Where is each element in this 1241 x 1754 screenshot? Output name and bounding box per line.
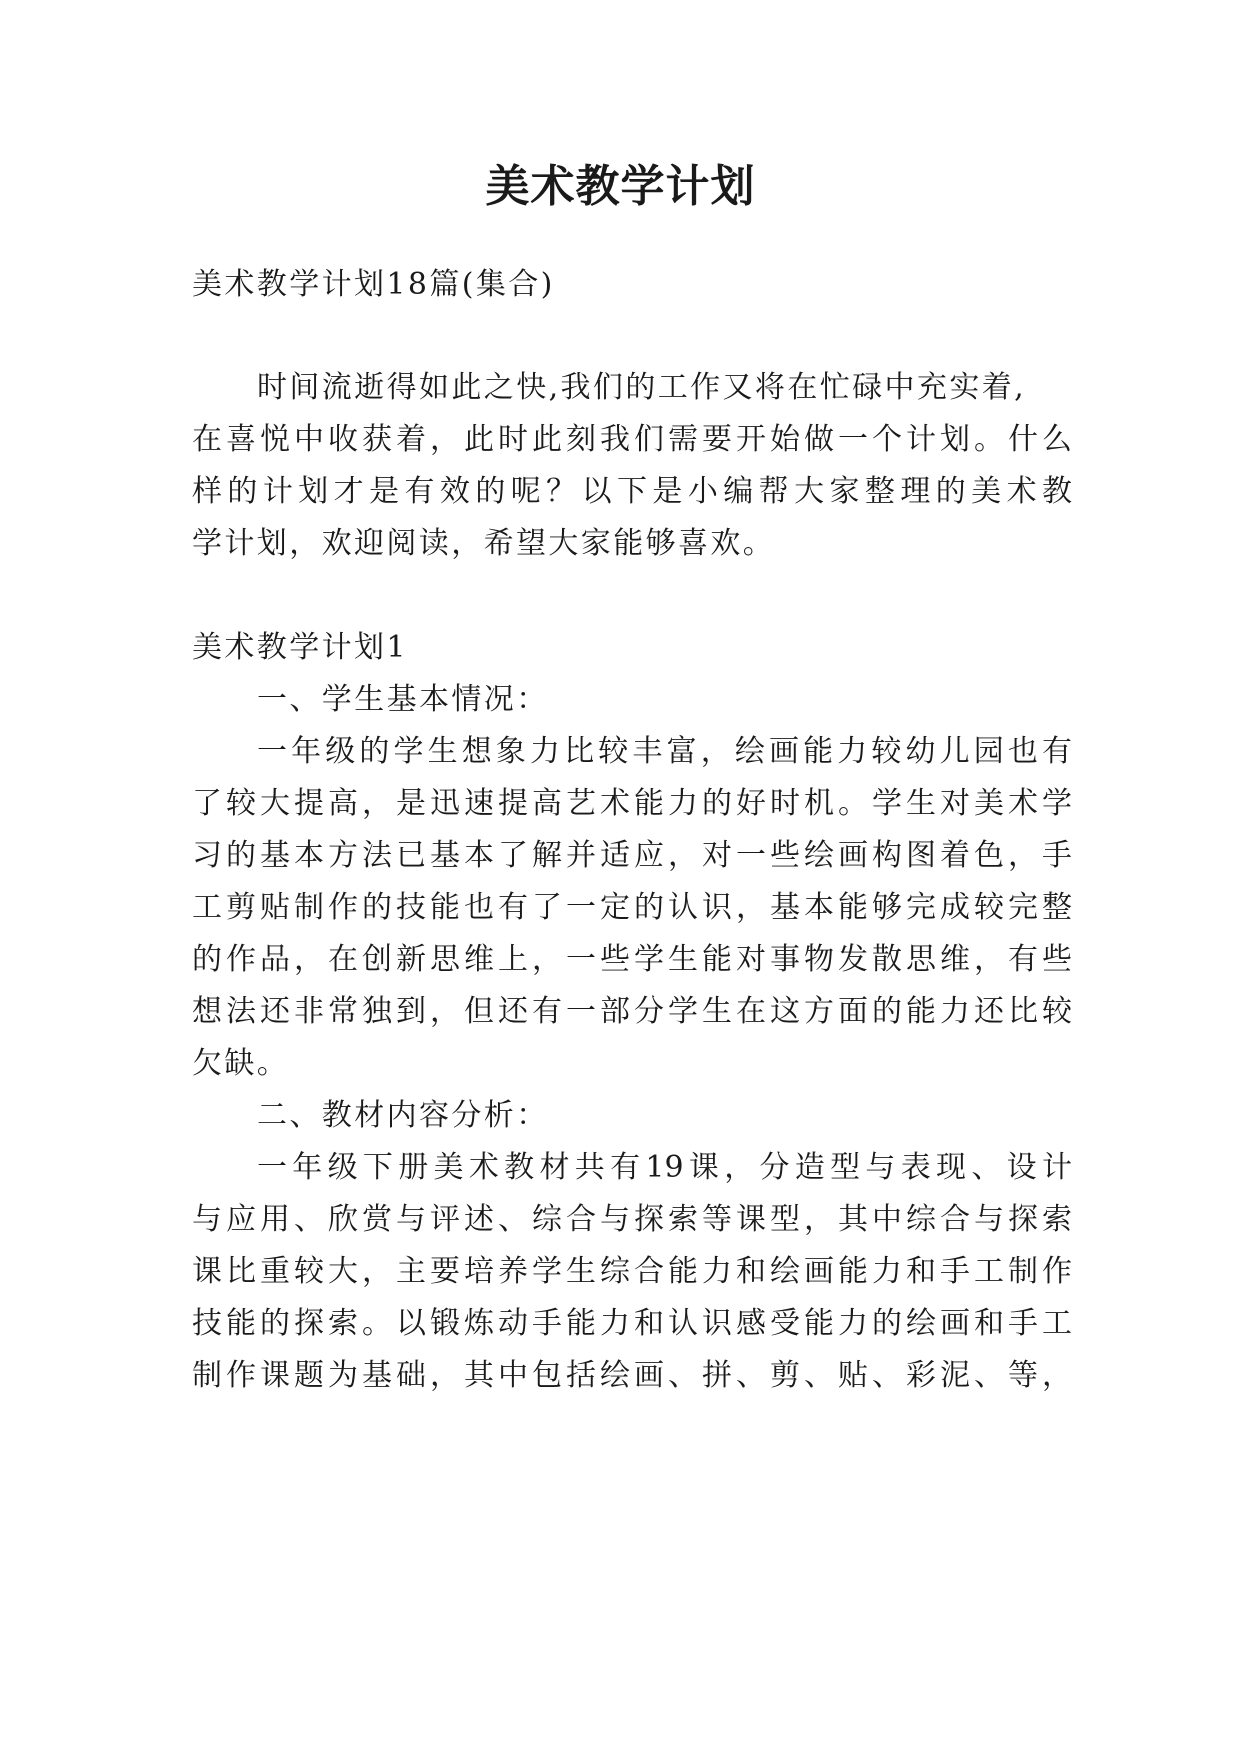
- part1-line: 习的基本方法已基本了解并适应，对一些绘画构图着色，手: [192, 838, 1072, 873]
- part2-line: 与应用、欣赏与评述、综合与探索等课型，其中综合与探索: [192, 1202, 1072, 1237]
- document-title: 美术教学计划: [485, 161, 756, 212]
- part1-heading: 一、学生基本情况：: [257, 682, 549, 717]
- part1-line: 的作品，在创新思维上，一些学生能对事物发散思维，有些: [192, 942, 1072, 977]
- intro-line: 时间流逝得如此之快,我们的工作又将在忙碌中充实着,: [257, 370, 1027, 405]
- intro-line: 在喜悦中收获着，此时此刻我们需要开始做一个计划。什么: [192, 422, 1072, 457]
- part2-heading: 二、教材内容分析：: [257, 1098, 549, 1133]
- intro-line: 学计划，欢迎阅读，希望大家能够喜欢。: [192, 526, 776, 561]
- intro-line: 样的计划才是有效的呢？以下是小编帮大家整理的美术教: [192, 474, 1072, 509]
- part1-line: 了较大提高，是迅速提高艺术能力的好时机。学生对美术学: [192, 786, 1072, 821]
- part2-line: 一年级下册美术教材共有19课，分造型与表现、设计: [257, 1150, 1072, 1185]
- document-subtitle: 美术教学计划18篇(集合): [192, 267, 555, 302]
- part2-line: 课比重较大，主要培养学生综合能力和绘画能力和手工制作: [192, 1254, 1072, 1289]
- part1-line: 欠缺。: [192, 1046, 290, 1081]
- section-heading: 美术教学计划1: [192, 630, 408, 665]
- part2-line: 制作课题为基础，其中包括绘画、拼、剪、贴、彩泥、等，: [192, 1358, 1072, 1393]
- part1-line: 工剪贴制作的技能也有了一定的认识，基本能够完成较完整: [192, 890, 1072, 925]
- part2-line: 技能的探索。以锻炼动手能力和认识感受能力的绘画和手工: [192, 1306, 1072, 1341]
- part1-line: 想法还非常独到，但还有一部分学生在这方面的能力还比较: [192, 994, 1072, 1029]
- part1-line: 一年级的学生想象力比较丰富，绘画能力较幼儿园也有: [257, 734, 1072, 769]
